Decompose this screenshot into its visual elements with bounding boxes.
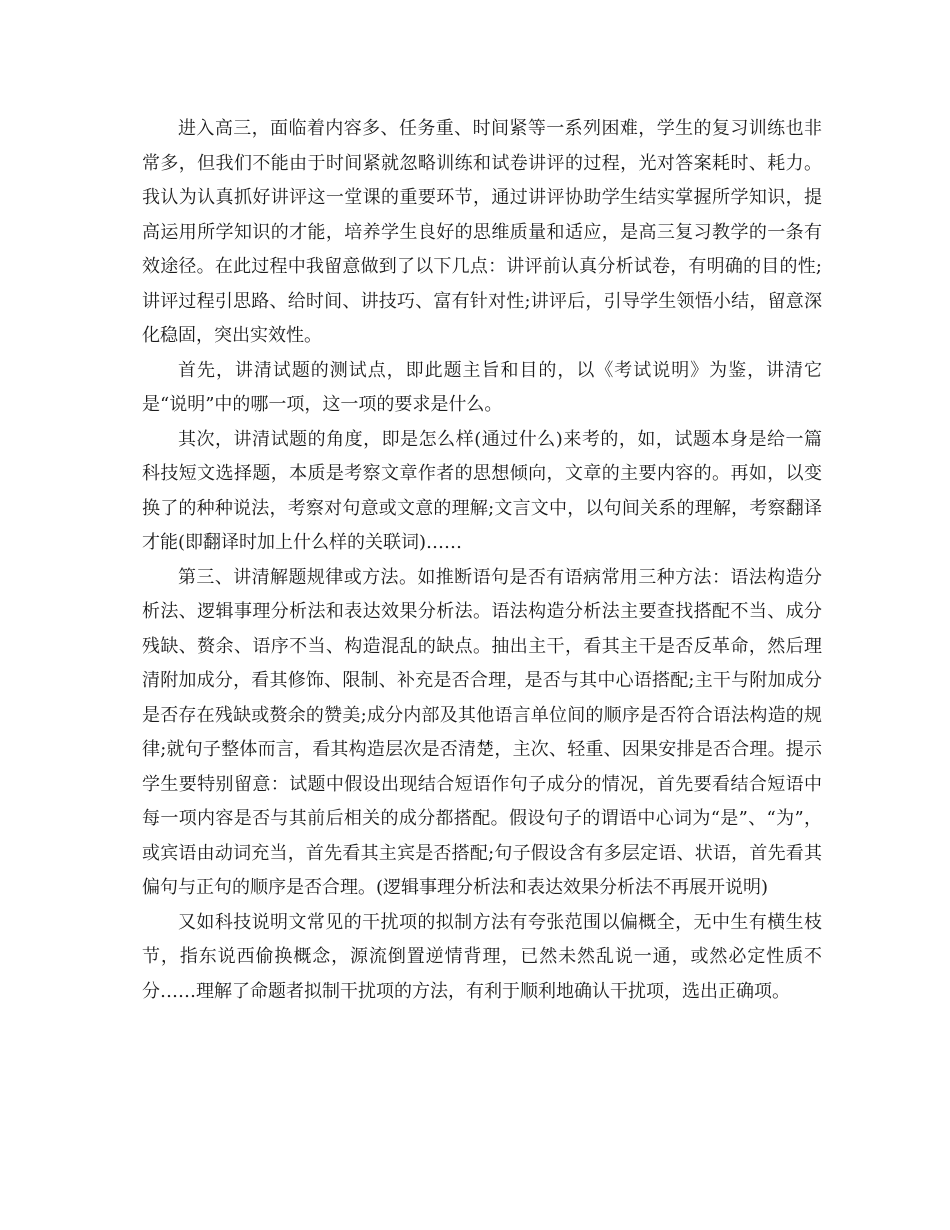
paragraph-first-point: 首先，讲清试题的测试点，即此题主旨和目的，以《考试说明》为鉴，讲清它是“说明”中的哪一项，这一项的要求是什么。 [142,359,822,415]
document-body [142,112,822,1009]
paragraph-distractor-methods: 又如科技说明文常见的干扰项的拟制方法有夸张范围以偏概全，无中生有横生枝节，指东说西偷换概念，源流倒置逆情背理，已然未然乱说一通，或然必定性质不分……理解了命题者拟制干扰项的方法，有利于顺利地确认干扰项，选出正确项。 [142,911,822,1002]
paragraph-third-point: 第三、讲清解题规律或方法。如推断语句是否有语病常用三种方法：语法构造分析法、逻辑事理分析法和表达效果分析法。语法构造分析法主要查找搭配不当、成分残缺、赘余、语序不当、构造混乱的缺点。抽出主干，看其主干是否反革命，然后理清附加成分，看其修饰、限制、补充是否合理，是否与其中心语搭配;主干与附加成分是否存在残缺或赘余的赞美;成分内部及其他语言单位间的顺序是否符合语法构造的规律;就句子整体而言，看其构造层次是否清楚，主次、轻重、因果安排是否合理。提示学生要特别留意：试题中假设出现结合短语作句子成分的情况，首先要看结合短语中每一项内容是否与其前后相关的成分都搭配。假设句子的谓语中心词为“是”、“为”，或宾语由动词充当，首先看其主宾是否搭配;句子假设含有多层定语、状语，首先看其偏句与正句的顺序是否合理。(逻辑事理分析法和表达效果分析法不再展开说明) [142,566,822,898]
paragraph-second-point: 其次，讲清试题的角度，即是怎么样(通过什么)来考的，如，试题本身是给一篇科技短文选择题，本质是考察文章作者的思想倾向，文章的主要内容的。再如，以变换了的种种说法，考察对句意或文意的理解;文言文中，以句间关系的理解，考察翻译才能(即翻译时加上什么样的关联词)…… [142,428,822,553]
paragraph-intro: 进入高三，面临着内容多、任务重、时间紧等一系列困难，学生的复习训练也非常多，但我们不能由于时间紧就忽略训练和试卷讲评的过程，光对答案耗时、耗力。我认为认真抓好讲评这一堂课的重要环节，通过讲评协助学生结实掌握所学知识，提高运用所学知识的才能，培养学生良好的思维质量和适应，是高三复习教学的一条有效途径。在此过程中我留意做到了以下几点：讲评前认真分析试卷，有明确的目的性;讲评过程引思路、给时间、讲技巧、富有针对性;讲评后，引导学生领悟小结，留意深化稳固，突出实效性。 [142,118,822,346]
